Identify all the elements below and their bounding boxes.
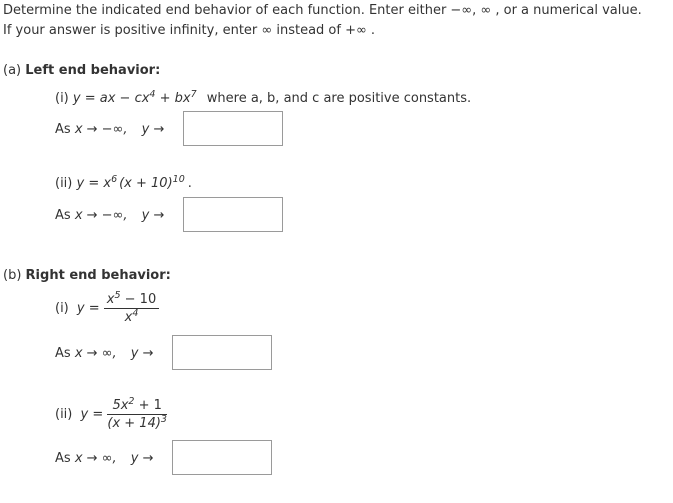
b-ii-numerator: $5x^2 + 1$ <box>107 398 167 415</box>
a-i-answer-input[interactable] <box>183 111 283 146</box>
b-ii-limit: x → ∞, <box>74 451 117 466</box>
part-a-heading <box>3 63 160 78</box>
a-i-label: (i) <box>55 91 69 106</box>
b-ii-y-arrow: y → <box>130 451 154 466</box>
a-ii-limit-line: As x → −∞, y → <box>55 208 165 223</box>
a-i-y-arrow: y → <box>141 122 165 137</box>
part-b-title: Right end behavior: <box>25 268 171 283</box>
b-ii-answer-input[interactable] <box>172 440 272 475</box>
b-i-limit: x → ∞, <box>74 346 117 361</box>
part-a-title: Left end behavior: <box>25 63 161 78</box>
b-i-denominator: $x^4$ <box>124 308 139 325</box>
b-i-answer-input[interactable] <box>172 335 272 370</box>
a-i-equation-line <box>55 91 471 106</box>
b-i-equation-line <box>55 292 159 325</box>
b-i-y-eq: y = <box>76 301 100 316</box>
instructions-line-1: Determine the indicated end behavior of each function. Enter either −∞, ∞ , or a numerical value. <box>3 3 642 18</box>
part-a-label: (a) <box>3 63 22 78</box>
b-ii-limit-line: As x → ∞, y → <box>55 451 154 466</box>
b-i-y-arrow: y → <box>130 346 154 361</box>
a-ii-equation-line <box>55 176 192 191</box>
part-b-label: (b) <box>3 268 22 283</box>
instructions-line-2: If your answer is positive infinity, enter ∞ instead of +∞ . <box>3 23 376 38</box>
a-i-limit: x → −∞, <box>74 122 128 137</box>
b-i-label: (i) <box>55 301 69 316</box>
b-ii-label: (ii) <box>55 407 73 422</box>
part-b-heading <box>3 268 171 283</box>
a-ii-equation: $y = x^6$ $(x + 10)^{10}$ . <box>76 174 192 191</box>
a-ii-label: (ii) <box>55 176 73 191</box>
b-i-fraction <box>104 292 159 325</box>
a-ii-limit: x → −∞, <box>74 208 128 223</box>
a-i-limit-line: As x → −∞, y → <box>55 122 165 137</box>
a-i-note: where a, b, and c are positive constants. <box>206 91 472 106</box>
a-ii-y-arrow: y → <box>141 208 165 223</box>
b-ii-denominator: $(x + 14)^3$ <box>107 414 167 431</box>
b-ii-y-eq: y = <box>80 407 104 422</box>
a-ii-answer-input[interactable] <box>183 197 283 232</box>
a-i-equation: y = ax − $cx^4 + bx^7$ <box>72 89 197 106</box>
b-ii-fraction <box>107 398 167 431</box>
b-ii-equation-line <box>55 398 167 431</box>
b-i-limit-line: As x → ∞, y → <box>55 346 154 361</box>
b-i-numerator: $x^5 - 10$ <box>104 292 159 309</box>
